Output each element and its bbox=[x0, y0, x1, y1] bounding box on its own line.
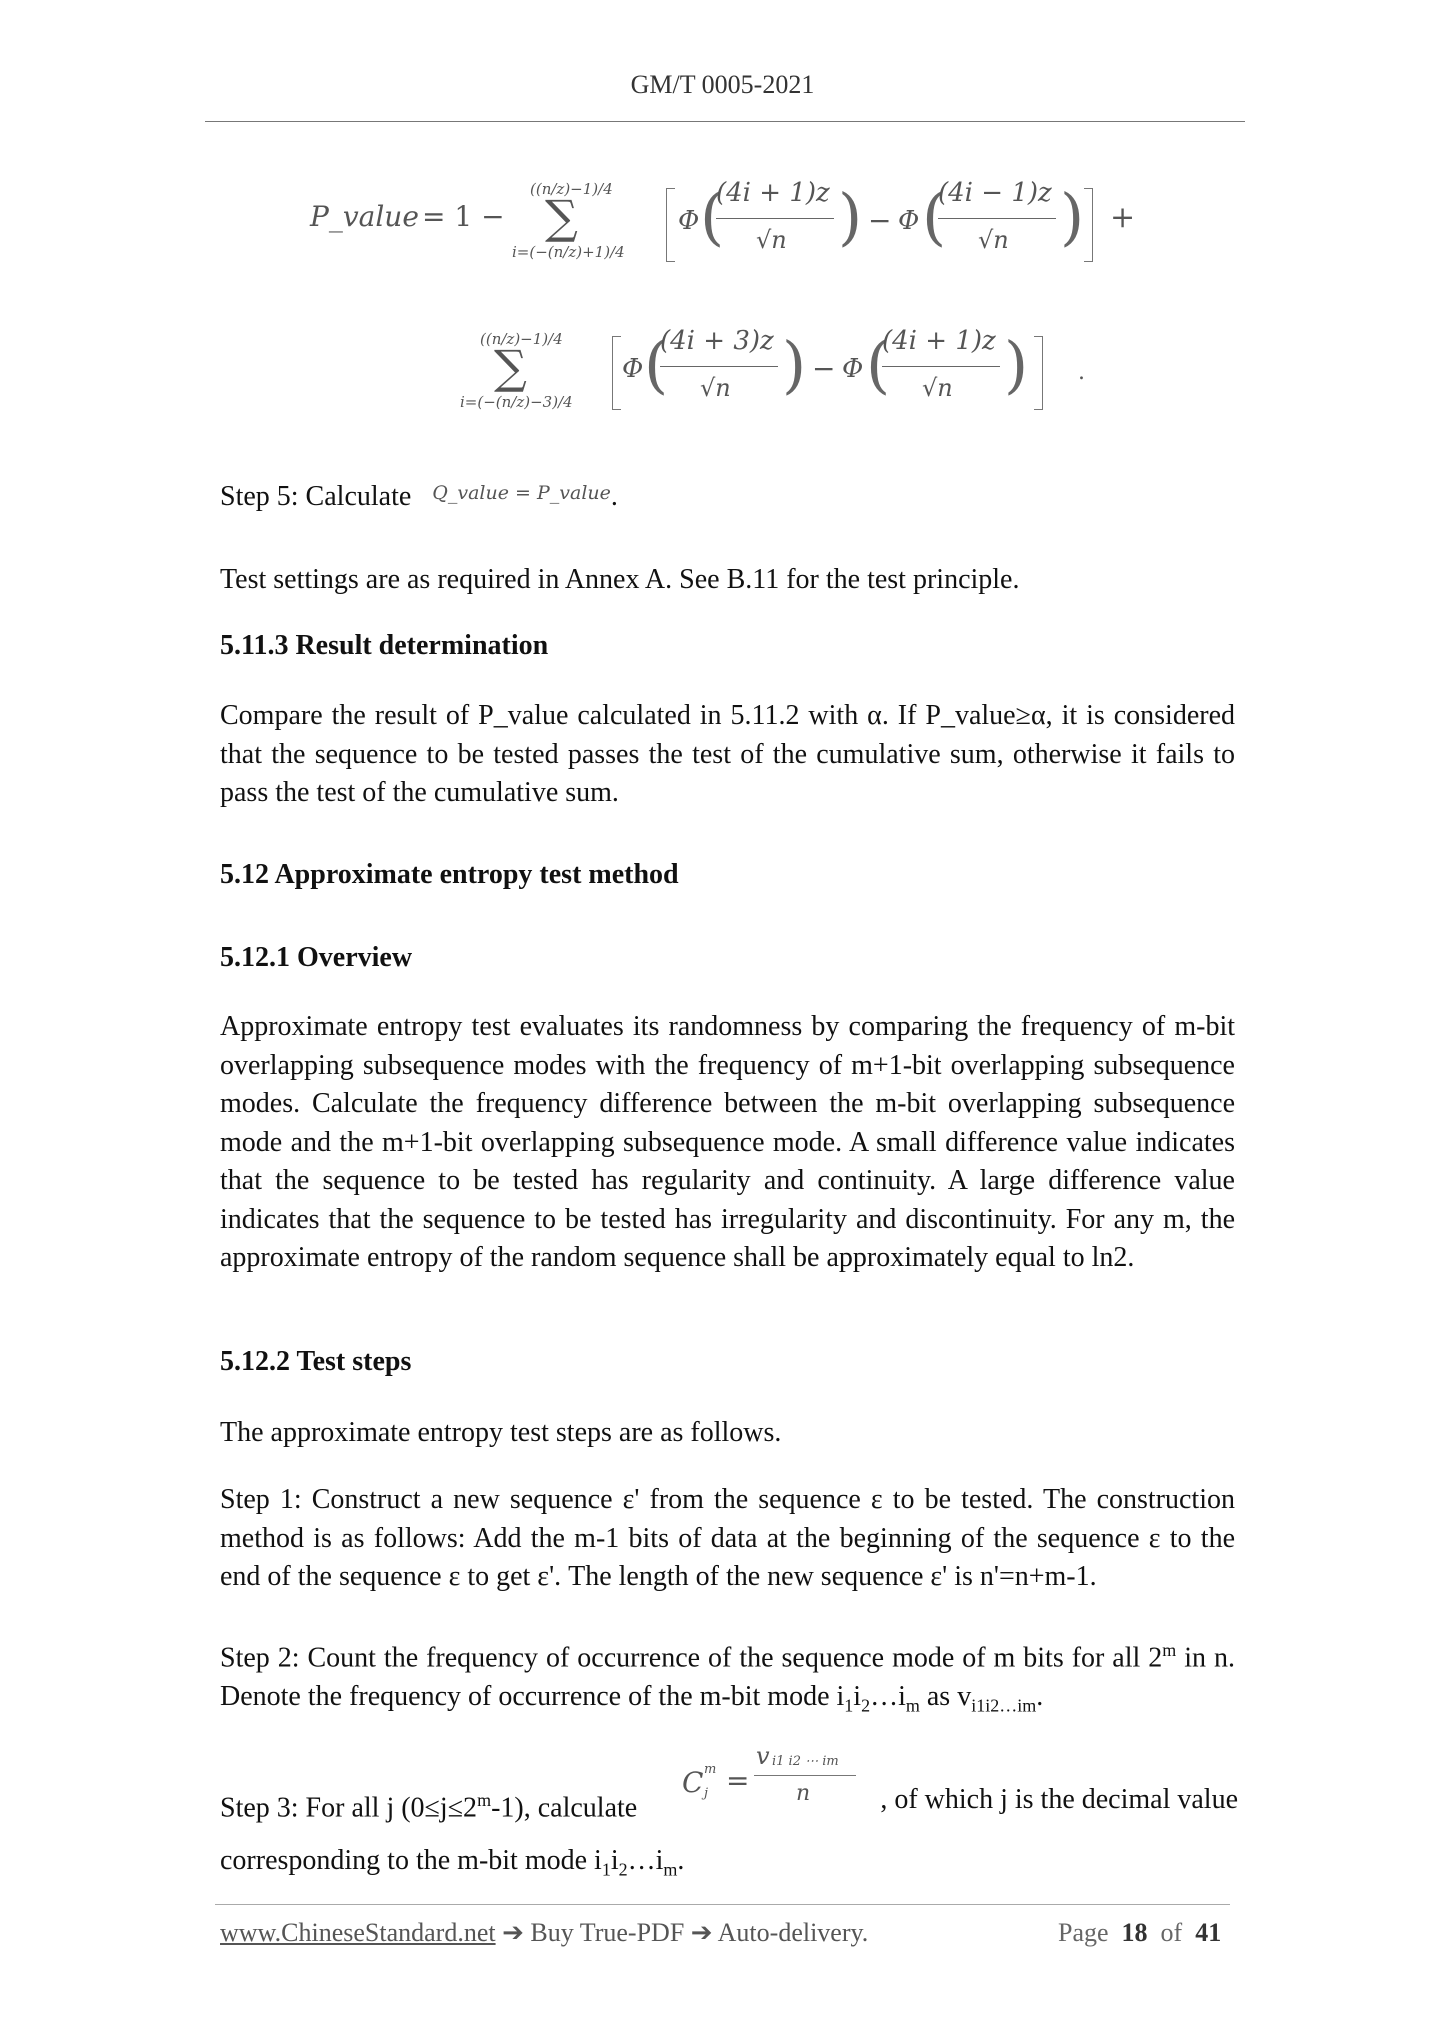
fraction-numerator-a: (4i + 1)z bbox=[716, 178, 830, 208]
fraction-line bbox=[882, 366, 1000, 367]
sum-upper-limit: ((n/z)−1)/4 bbox=[530, 180, 613, 198]
paren: ( bbox=[700, 180, 725, 253]
step-2-paragraph: Step 2: Count the frequency of occurrence of the sequence mode of m bits for all 2$^m$ in n. Denote the frequency of occurrence of the m-bit mode $i_1i_2\dots i_m$ as $v_{i1i2\dots im}$. bbox=[220, 1640, 1235, 1716]
heading-5-11-3: 5.11.3 Result determination bbox=[220, 630, 549, 661]
sum-lower-limit: i=(−(n/z)+1)/4 bbox=[512, 243, 625, 261]
step-3-line2: corresponding to the m-bit mode $i_1i_2\dots i_m$. bbox=[220, 1845, 685, 1880]
fraction-denominator: √n bbox=[922, 374, 953, 402]
site-link[interactable]: www.ChineseStandard.net bbox=[220, 1918, 496, 1947]
page-indicator: Page 18 of 41 bbox=[1058, 1918, 1222, 1947]
fraction-line bbox=[938, 218, 1056, 219]
formula-period: . bbox=[1078, 360, 1085, 385]
formula-c-sup: m bbox=[704, 1762, 717, 1777]
step-1-paragraph: Step 1: Construct a new sequence ε' from the sequence ε to be tested. The construction method is as follows: Add the m-1 bits of data at the beginning of the sequence ε to the end of the sequence ε to get ε'. The length of the new sequence ε' is n'=n+m-1. bbox=[220, 1484, 1235, 1592]
paren: ) bbox=[782, 328, 807, 401]
footer-links bbox=[220, 1918, 868, 1948]
total-pages: 41 bbox=[1195, 1918, 1222, 1947]
formula-c: C bbox=[682, 1766, 704, 1799]
header-divider bbox=[205, 121, 1245, 122]
paren: ( bbox=[866, 328, 891, 401]
right-bracket bbox=[1034, 336, 1043, 410]
formula-c-sub: j bbox=[704, 1786, 709, 1801]
fraction-denominator: √n bbox=[700, 374, 731, 402]
result-determination-paragraph: Compare the result of P_value calculated in 5.11.2 with α. If P_value≥α, it is considered that the sequence to be tested passes the test of the cumulative sum, otherwise it fails to pass the test of the cumulative sum. bbox=[220, 700, 1235, 808]
sum-upper-limit: ((n/z)−1)/4 bbox=[480, 330, 563, 348]
paren: ( bbox=[922, 180, 947, 253]
heading-5-12-2: 5.12.2 Test steps bbox=[220, 1346, 412, 1377]
formula-n: n bbox=[796, 1781, 811, 1806]
left-bracket bbox=[666, 188, 675, 262]
formula-lhs: P_value bbox=[310, 200, 419, 233]
step-5-label: Step 5: Calculate bbox=[220, 481, 412, 512]
fraction-line bbox=[754, 1775, 856, 1776]
sum-lower-limit: i=(−(n/z)−3)/4 bbox=[460, 393, 573, 411]
plus-sign: + bbox=[1110, 200, 1136, 235]
paren: ( bbox=[644, 328, 669, 401]
step-5 bbox=[220, 478, 1235, 519]
fraction-line bbox=[716, 218, 834, 219]
sigma-symbol: ∑ bbox=[494, 340, 527, 394]
phi-symbol: Φ bbox=[678, 206, 700, 236]
phi-symbol: Φ bbox=[898, 206, 920, 236]
heading-5-12: 5.12 Approximate entropy test method bbox=[220, 859, 679, 890]
fraction-denominator: √n bbox=[756, 226, 787, 254]
fraction-line bbox=[660, 366, 778, 367]
formula-eq: = bbox=[726, 1764, 750, 1797]
buy-link[interactable]: Buy True-PDF bbox=[530, 1918, 685, 1947]
paren: ) bbox=[1060, 180, 1085, 253]
paren: ) bbox=[838, 180, 863, 253]
current-page: 18 bbox=[1121, 1918, 1148, 1947]
step-5-period: . bbox=[610, 481, 618, 512]
overview-paragraph: Approximate entropy test evaluates its randomness by comparing the frequency of m-bit overlapping subsequence modes with the frequency of m+1-bit overlapping subsequence modes. Calculate the frequency difference between the m-bit overlapping subsequence mode and the m+1-bit overlapping subsequence mode. A small difference value indicates that the sequence to be tested has regularity and continuity. A large difference value indicates that the sequence to be tested has irregularity and discontinuity. For any m, the approximate entropy of the random sequence shall be approximately equal to ln2. bbox=[220, 1011, 1235, 1273]
step-5-formula: Q_value = P_value bbox=[432, 482, 611, 504]
minus-sign: − bbox=[868, 204, 892, 237]
phi-symbol: Φ bbox=[622, 354, 644, 384]
formula-v-sub: i1 i2 ⋯ im bbox=[772, 1754, 839, 1769]
minus-sign: − bbox=[812, 352, 836, 385]
formula-eq: = 1 − bbox=[422, 200, 505, 233]
left-bracket bbox=[612, 336, 621, 410]
paren: ) bbox=[1004, 328, 1029, 401]
phi-symbol: Φ bbox=[842, 354, 864, 384]
test-steps-intro: The approximate entropy test steps are as follows. bbox=[220, 1417, 782, 1448]
fraction-numerator-a: (4i + 3)z bbox=[660, 326, 774, 356]
sigma-symbol: ∑ bbox=[545, 190, 578, 244]
arrow-icon: ➔ bbox=[684, 1918, 718, 1947]
formula-v: v bbox=[756, 1742, 770, 1770]
fraction-numerator-b: (4i − 1)z bbox=[938, 178, 1052, 208]
fraction-numerator-b: (4i + 1)z bbox=[882, 326, 996, 356]
heading-5-12-1: 5.12.1 Overview bbox=[220, 942, 413, 973]
test-settings-paragraph: Test settings are as required in Annex A. See B.11 for the test principle. bbox=[220, 564, 1020, 595]
step-3-tail: , of which j is the decimal value bbox=[880, 1784, 1238, 1815]
right-bracket bbox=[1084, 188, 1093, 262]
document-header: GM/T 0005-2021 bbox=[630, 70, 815, 99]
footer-divider bbox=[215, 1904, 1230, 1905]
step-3-lead: Step 3: For all j $(0\le j\le 2^m-1)$, calculate bbox=[220, 1790, 638, 1824]
delivery-text: Auto-delivery. bbox=[717, 1918, 869, 1947]
fraction-denominator: √n bbox=[978, 226, 1009, 254]
arrow-icon: ➔ bbox=[495, 1918, 531, 1947]
